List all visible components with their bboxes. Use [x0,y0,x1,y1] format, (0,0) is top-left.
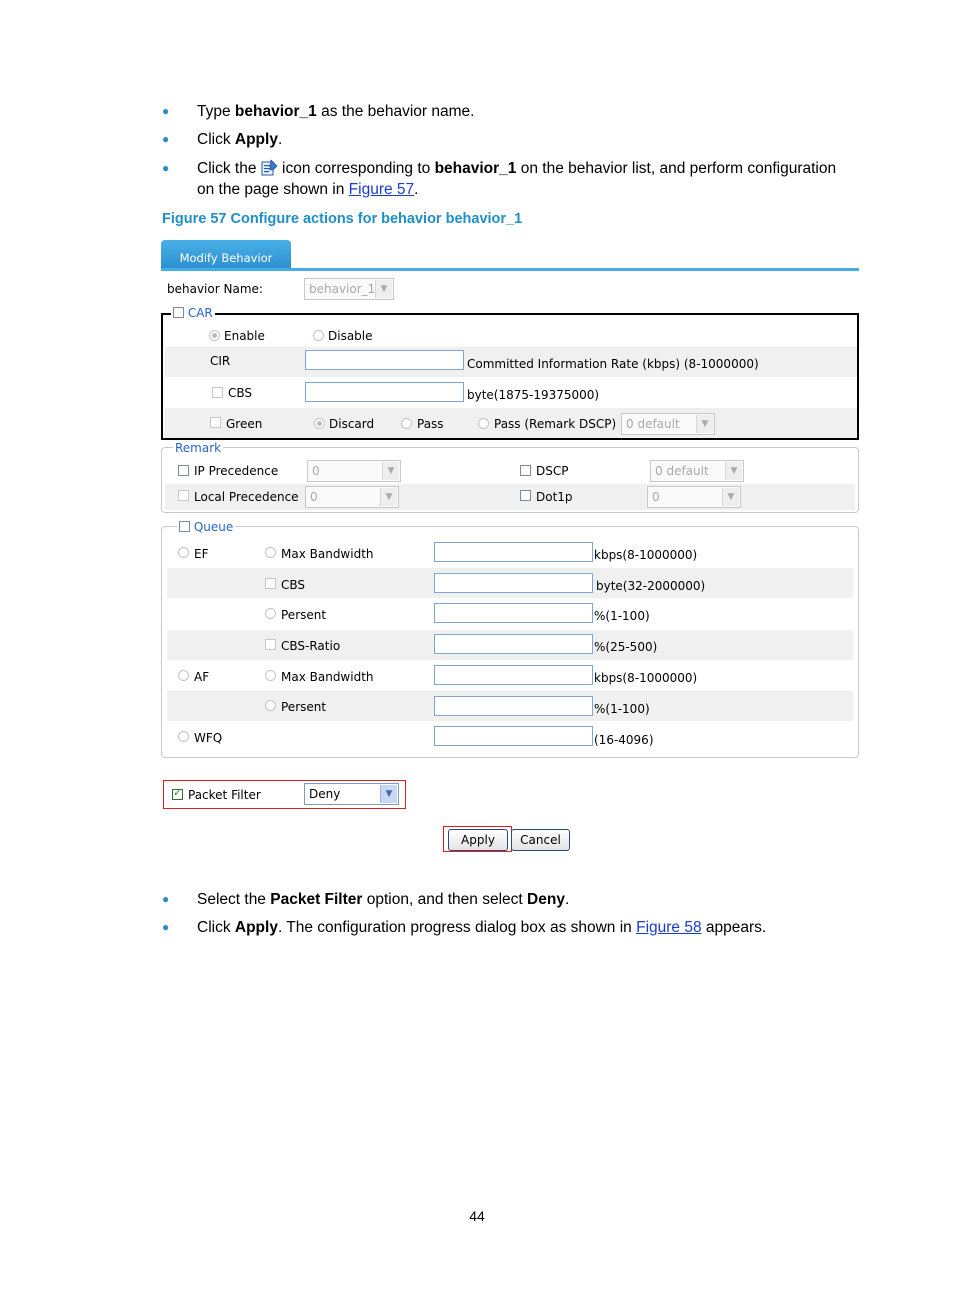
bullet-bold: Deny [527,891,565,908]
remark-dscp-value: 0 default [655,464,709,478]
page-number: 44 [469,1208,485,1224]
chevron-down-icon: ▼ [380,488,397,506]
dot1p-label: Dot1p [536,490,573,504]
car-cbs-input[interactable] [305,382,464,402]
bullet-dot: ● [162,920,170,934]
chevron-down-icon: ▼ [382,462,399,480]
bullet-text: . [564,891,570,908]
cir-label: CIR [210,354,231,368]
ip-precedence-select[interactable] [307,460,401,482]
bullet-text: on the behavior list, and perform configuration [516,160,837,177]
edit-icon [261,159,278,176]
ef-cbs-hint: byte(32-2000000) [596,579,706,593]
remark-dscp-select[interactable] [650,460,744,482]
ef-persent-label: Persent [281,608,327,622]
cbs-ratio-hint: %(25-500) [594,640,658,654]
queue-legend-label: Queue [193,520,234,534]
bullet-dot: ● [162,104,170,118]
figure-caption [162,211,522,227]
remark-legend [173,441,223,455]
bullet-text: Click [197,919,235,936]
ef-label: EF [194,547,209,561]
ip-precedence-checkbox[interactable] [178,465,189,476]
caption-bold: behavior_1 [445,211,523,227]
ip-precedence-label: IP Precedence [194,464,279,478]
apply-label: Apply [461,833,495,847]
car-legend-label: CAR [187,306,213,320]
ef-kbps-hint: kbps(8-1000000) [594,548,698,562]
af-persent-input[interactable] [434,696,593,716]
car-checkbox[interactable] [173,307,184,318]
bullet-text: option, and then select [362,891,528,908]
discard-label: Discard [329,417,375,431]
bullet-text: as the behavior name. [316,103,475,120]
bullet-bold: behavior_1 [234,103,317,120]
bullet-text: Click the [197,160,261,177]
cbs-ratio-label: CBS-Ratio [281,639,341,653]
bullet-text: on the page shown in [197,181,349,198]
tab-label: Modify Behavior [179,251,273,265]
bullet-text: Click [197,131,235,148]
pass-label: Pass [417,417,444,431]
dot1p-value: 0 [652,490,660,504]
ef-cbs-label: CBS [281,578,306,592]
ip-precedence-value: 0 [312,464,320,478]
chevron-down-icon: ▼ [380,785,397,803]
wfq-radio[interactable] [178,731,189,742]
bullet-text: . [277,131,283,148]
packet-filter-select[interactable] [304,783,399,805]
chevron-down-icon: ▼ [375,280,392,298]
green-checkbox[interactable] [210,417,221,428]
ef-max-bandwidth-label: Max Bandwidth [281,547,374,561]
tab-underline [161,268,859,271]
car-dscp-value: 0 default [626,417,680,431]
modify-behavior-panel [161,240,859,860]
discard-radio[interactable] [314,418,325,429]
car-dscp-select[interactable] [621,413,715,435]
bullet-text: Select the [197,891,271,908]
caption-prefix: Figure 57 Configure actions for behavior [162,211,446,227]
bullet-dot: ● [162,132,170,146]
packet-filter-checkbox[interactable] [172,789,183,800]
tab-modify-behavior[interactable] [161,240,291,270]
af-kbps-hint: kbps(8-1000000) [594,671,698,685]
queue-checkbox[interactable] [179,521,190,532]
car-cbs-label: CBS [228,386,253,400]
wfq-input[interactable] [434,726,593,746]
car-cbs-checkbox[interactable] [212,387,223,398]
ef-max-bandwidth-radio[interactable] [265,547,276,558]
dot1p-select[interactable] [647,486,741,508]
behavior-name-select[interactable] [304,278,394,300]
ef-persent-input[interactable] [434,603,593,623]
bullet-text: . The configuration progress dialog box as shown in [277,919,637,936]
af-persent-radio[interactable] [265,700,276,711]
bullet-text: appears. [701,919,767,936]
local-precedence-select[interactable] [305,486,399,508]
apply-button[interactable] [448,829,508,851]
figure-58-link[interactable]: Figure 58 [636,919,702,936]
bullet-text: icon corresponding to [277,160,435,177]
dscp-label: DSCP [536,464,569,478]
bullet-dot: ● [162,892,170,906]
enable-radio[interactable] [209,330,220,341]
car-cbs-hint: byte(1875-19375000) [467,388,600,402]
af-radio[interactable] [178,670,189,681]
chevron-down-icon: ▼ [725,462,742,480]
bullet-bold: Apply [234,919,278,936]
af-max-bandwidth-label: Max Bandwidth [281,670,374,684]
dot1p-checkbox[interactable] [520,490,531,501]
af-max-bandwidth-radio[interactable] [265,670,276,681]
bullet-dot: ● [162,161,170,175]
ef-cbs-checkbox[interactable] [265,578,276,589]
behavior-name-label: behavior Name: [167,282,263,296]
af-persent-label: Persent [281,700,327,714]
green-label: Green [226,417,263,431]
wfq-hint: (16-4096) [594,733,654,747]
cbs-ratio-input[interactable] [434,634,593,654]
cancel-label: Cancel [520,833,561,847]
af-label: AF [194,670,210,684]
behavior-name-value: behavior_1 [309,282,376,296]
local-precedence-value: 0 [310,490,318,504]
enable-label: Enable [224,329,265,343]
ef-radio[interactable] [178,547,189,558]
af-pct-hint: %(1-100) [594,702,650,716]
queue-legend [177,520,235,534]
dscp-checkbox[interactable] [520,465,531,476]
cir-hint: Committed Information Rate (kbps) (8-1000000) [467,357,759,371]
disable-label: Disable [328,329,373,343]
ef-cbs-input[interactable] [434,573,593,593]
packet-filter-label: Packet Filter [188,788,261,802]
chevron-down-icon: ▼ [722,488,739,506]
remark-legend-label: Remark [175,441,222,455]
pass-radio[interactable] [401,418,412,429]
packet-filter-value: Deny [309,787,341,801]
local-precedence-label: Local Precedence [194,490,299,504]
pass-remark-label: Pass (Remark DSCP) [494,417,617,431]
bullet-bold: behavior_1 [434,160,517,177]
ef-max-bandwidth-input[interactable] [434,542,593,562]
car-legend [171,306,215,320]
wfq-label: WFQ [194,731,223,745]
ef-pct-hint: %(1-100) [594,609,650,623]
figure-57-link[interactable]: Figure 57 [348,181,415,198]
cbs-ratio-checkbox[interactable] [265,639,276,650]
cir-input[interactable] [305,350,464,370]
pass-remark-radio[interactable] [478,418,489,429]
ef-persent-radio[interactable] [265,608,276,619]
chevron-down-icon: ▼ [696,415,713,433]
local-precedence-checkbox[interactable] [178,490,189,501]
bullet-text: Type [197,103,235,120]
bullet-text: . [414,181,419,198]
af-max-bandwidth-input[interactable] [434,665,593,685]
bullet-bold: Apply [234,131,278,148]
disable-radio[interactable] [313,330,324,341]
bullet-bold: Packet Filter [270,891,363,908]
cancel-button[interactable] [511,829,570,851]
